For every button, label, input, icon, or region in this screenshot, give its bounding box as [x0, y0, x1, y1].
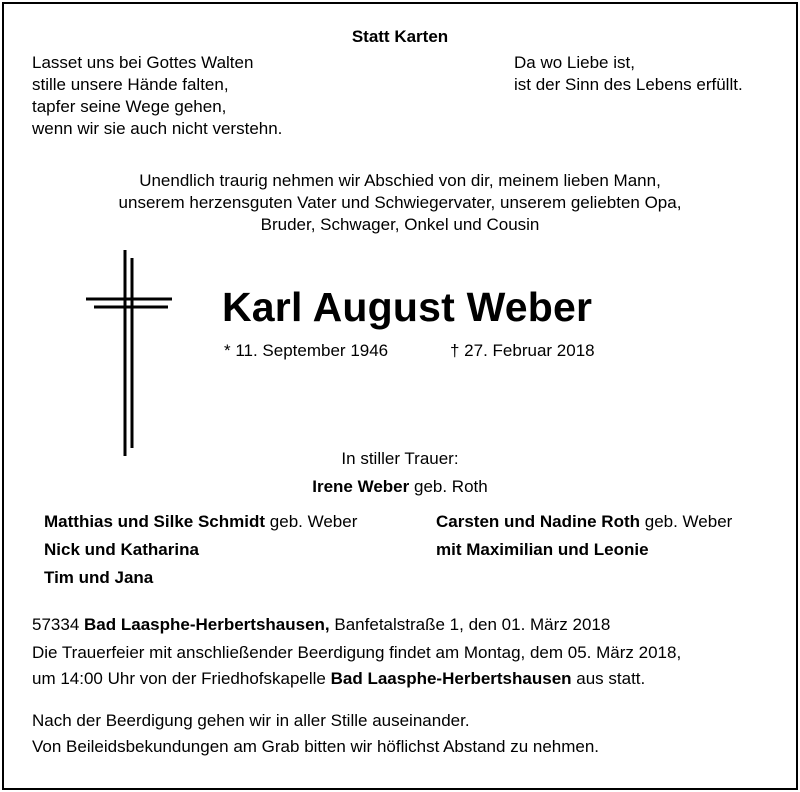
mourner-name: Nick und Katharina [44, 540, 199, 559]
intro-line: Bruder, Schwager, Onkel und Cousin [260, 215, 540, 234]
postcode: 57334 [32, 615, 80, 634]
poem-left-line: wenn wir sie auch nicht verstehn. [32, 119, 283, 138]
spouse-line [0, 476, 800, 498]
funeral-end: aus statt. [576, 669, 646, 688]
poem-right [514, 52, 743, 96]
mourner-row [436, 536, 732, 564]
mourner-suffix: geb. Weber [644, 512, 733, 531]
funeral-place: Bad Laasphe-Herbertshausen [330, 669, 572, 688]
closing-line: Nach der Beerdigung gehen wir in aller Stille auseinander. [32, 711, 470, 730]
mourner-name: Matthias und Silke Schmidt [44, 512, 266, 531]
death-date: † 27. Februar 2018 [450, 341, 595, 360]
mourner-row [44, 508, 357, 536]
mourners-left [44, 508, 357, 592]
poem-right-line: ist der Sinn des Lebens erfüllt. [514, 75, 743, 94]
poem-left-line: Lasset uns bei Gottes Walten [32, 53, 254, 72]
poem-left-line: stille unsere Hände falten, [32, 75, 229, 94]
mourners-heading: In stiller Trauer: [341, 449, 459, 468]
poem-left [32, 52, 282, 140]
intro-line: Unendlich traurig nehmen wir Abschied von dir, meinem lieben Mann, [139, 171, 661, 190]
mourner-row [44, 564, 357, 592]
spouse-name: Irene Weber [312, 477, 410, 496]
funeral-line-1: Die Trauerfeier mit anschließender Beerdigung findet am Montag, dem 05. März 2018, [32, 643, 682, 662]
mourner-row [44, 536, 357, 564]
mourner-row [436, 508, 732, 536]
mourner-suffix: geb. Weber [269, 512, 358, 531]
funeral-line-2 [32, 668, 645, 690]
poem-right-line: Da wo Liebe ist, [514, 53, 635, 72]
address-line [32, 614, 610, 636]
header-title: Statt Karten [351, 27, 449, 46]
funeral-time: um 14:00 Uhr von der Friedhofskapelle [32, 669, 326, 688]
place-name: Bad Laasphe-Herbertshausen, [84, 615, 330, 634]
intro-line: unserem herzensguten Vater und Schwiegervater, unserem geliebten Opa, [118, 193, 682, 212]
closing-line: Von Beileidsbekundungen am Grab bitten wir höflichst Abstand zu nehmen. [32, 737, 600, 756]
address-date: Banfetalstraße 1, den 01. März 2018 [334, 615, 611, 634]
birth-date: * 11. September 1946 [224, 341, 389, 360]
deceased-name: Karl August Weber [222, 284, 593, 330]
spouse-suffix: geb. Roth [414, 477, 488, 496]
poem-left-line: tapfer seine Wege gehen, [32, 97, 227, 116]
intro-text [0, 170, 800, 236]
mourner-name: Tim und Jana [44, 568, 154, 587]
cross-icon [80, 248, 180, 458]
mourners-right [436, 508, 732, 564]
mourner-name: Carsten und Nadine Roth [436, 512, 641, 531]
mourner-name: mit Maximilian und Leonie [436, 540, 649, 559]
